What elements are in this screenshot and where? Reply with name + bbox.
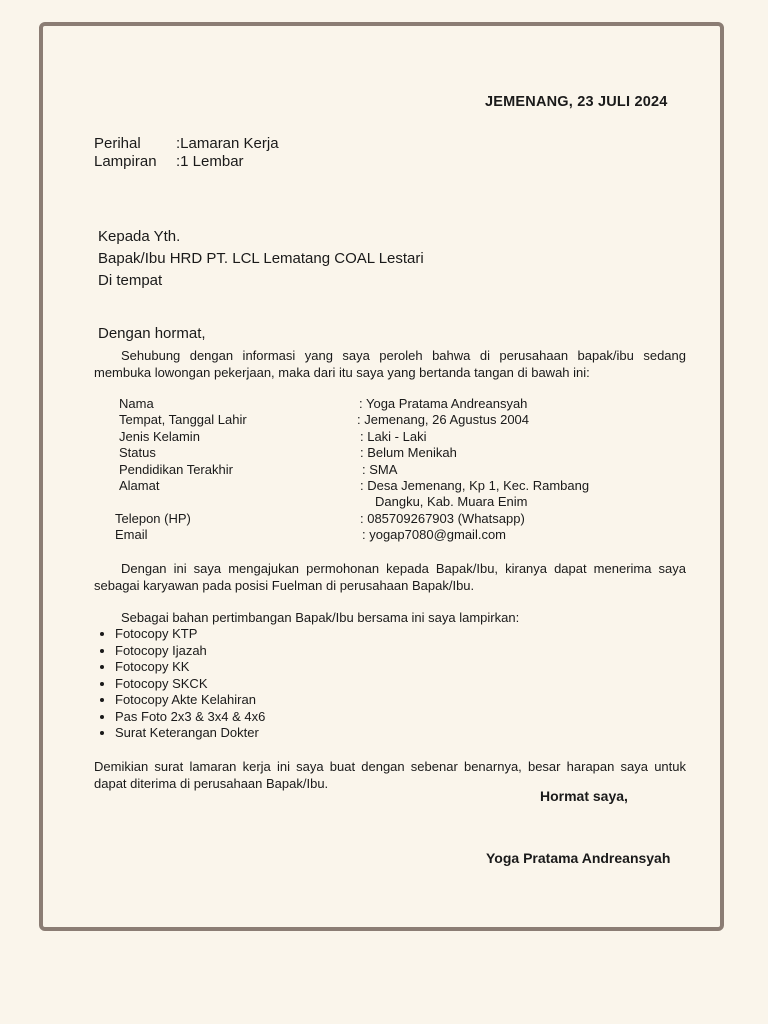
list-item: • Pas Foto 2x3 & 3x4 & 4x6 [115,709,265,726]
attachments-intro: Sebagai bahan pertimbangan Bapak/Ibu bersama ini saya lampirkan: [121,610,520,625]
hormat-saya: Hormat saya, [540,788,628,804]
lampiran-label: Lampiran [94,153,157,170]
detail-value: : Yoga Pratama Andreansyah [359,396,528,411]
detail-label: Telepon (HP) [115,511,191,526]
list-item: • Fotocopy SKCK [115,676,265,693]
detail-value: : Desa Jemenang, Kp 1, Kec. Rambang [360,478,590,493]
list-item: • Fotocopy Ijazah [115,643,265,660]
recipient-line: Bapak/Ibu HRD PT. LCL Lematang COAL Lestari [98,250,424,267]
detail-value: : SMA [362,462,398,477]
signature-name: Yoga Pratama Andreansyah [486,850,671,866]
kepada-line: Kepada Yth. [98,228,181,245]
detail-label: Nama [119,396,154,411]
request-paragraph: Dengan ini saya mengajukan permohonan kepada Bapak/Ibu, kiranya dapat menerima saya sebagai karyawan pada posisi Fuelman di perusahaan Bapak/Ibu. [94,561,686,593]
salutation: Dengan hormat, [98,325,206,342]
list-item: • Fotocopy KTP [115,626,265,643]
di-tempat-line: Di tempat [98,272,163,289]
list-item: • Fotocopy KK [115,659,265,676]
detail-label: Tempat, Tanggal Lahir [119,412,247,427]
detail-value: : 085709267903 (Whatsapp) [360,511,525,526]
detail-label: Alamat [119,478,160,493]
letter-date: JEMENANG, 23 JULI 2024 [485,94,668,110]
intro-paragraph: Sehubung dengan informasi yang saya peroleh bahwa di perusahaan bapak/ibu sedang membuka lowongan pekerjaan, maka dari itu saya yang bertanda tangan di bawah ini: [94,348,686,380]
perihal-value: :Lamaran Kerja [176,135,279,152]
list-item: • Fotocopy Akte Kelahiran [115,692,265,709]
detail-value: Dangku, Kab. Muara Enim [375,494,528,509]
attachments-list [94,626,265,742]
lampiran-value: :1 Lembar [176,153,244,170]
detail-label: Status [119,445,156,460]
detail-label: Jenis Kelamin [119,429,200,444]
detail-value: : Jemenang, 26 Agustus 2004 [357,412,530,427]
detail-value: : Belum Menikah [360,445,457,460]
perihal-label: Perihal [94,135,141,152]
detail-value: : yogap7080@gmail.com [362,527,506,542]
detail-label: Pendidikan Terakhir [119,462,233,477]
detail-label: Email [115,527,148,542]
detail-value: : Laki - Laki [360,429,427,444]
list-item: • Surat Keterangan Dokter [115,725,265,742]
closing-paragraph: Demikian surat lamaran kerja ini saya buat dengan sebenar benarnya, besar harapan saya untuk dapat diterima di perusahaan Bapak/Ibu. [94,759,686,791]
